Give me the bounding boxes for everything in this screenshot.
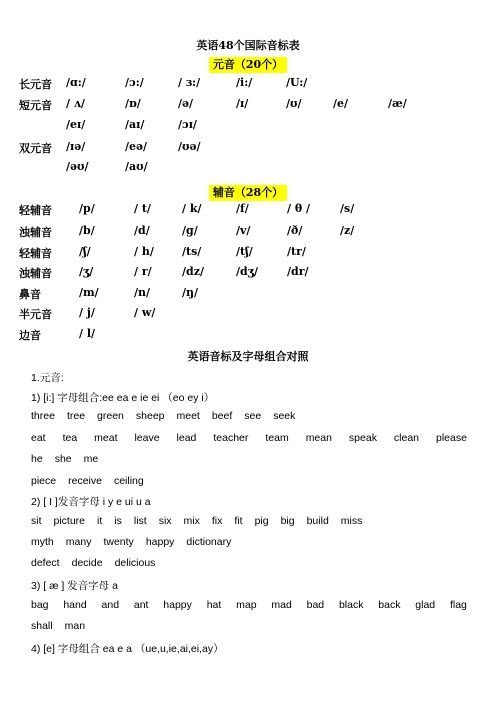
phonetic-symbol: /p/ — [79, 202, 95, 215]
example-word: miss — [340, 515, 363, 527]
example-word: team — [265, 432, 289, 444]
example-word: happy — [145, 536, 175, 548]
consonant-row-label: 浊辅音 — [19, 267, 52, 280]
example-word: six — [158, 515, 172, 527]
consonant-row-label: 轻辅音 — [19, 247, 52, 260]
phonetic-symbol: /ts/ — [182, 245, 202, 258]
phonetic-symbol: /ʃ/ — [79, 245, 91, 258]
consonant-row — [0, 306, 496, 322]
example-word: and — [101, 599, 120, 611]
example-word: she — [54, 453, 72, 465]
phonetic-symbol: /ə/ — [178, 97, 194, 110]
consonant-row-label: 浊辅音 — [19, 226, 52, 239]
vowel-row — [0, 118, 496, 134]
phonetic-symbol: / h/ — [134, 245, 154, 258]
example-word: black — [338, 599, 364, 611]
phonetic-symbol: /ɪə/ — [66, 140, 86, 153]
example-word: ant — [133, 599, 149, 611]
phonetic-symbol: /aɪ/ — [125, 118, 145, 131]
word-list — [31, 475, 467, 487]
consonant-row-label: 轻辅音 — [19, 204, 52, 217]
vowel-row — [0, 140, 496, 156]
vowel-row-label: 双元音 — [19, 142, 52, 155]
consonant-row — [0, 327, 496, 343]
example-word: green — [97, 410, 124, 422]
example-word: dictionary — [186, 536, 232, 548]
example-word: seek — [273, 410, 296, 422]
word-list — [31, 599, 467, 611]
example-word: please — [436, 432, 467, 444]
example-word: clean — [393, 432, 420, 444]
phonetic-symbol: /aʊ/ — [125, 160, 148, 173]
example-word: flag — [449, 599, 467, 611]
phonetic-symbol: / r/ — [134, 265, 152, 278]
phonetic-symbol: /ʊə/ — [178, 140, 201, 153]
example-word: he — [31, 453, 43, 465]
example-word: many — [65, 536, 92, 548]
phonetic-symbol: /i:/ — [236, 76, 253, 89]
phonetic-symbol: /ð/ — [287, 224, 303, 237]
example-word: ceiling — [113, 475, 144, 487]
phonetic-symbol: /U:/ — [286, 76, 308, 89]
item-heading: 3) [ æ ] 发音字母 a — [31, 580, 118, 592]
phonetic-symbol: /ŋ/ — [182, 286, 199, 299]
example-word: fit — [234, 515, 243, 527]
example-word: hand — [63, 599, 87, 611]
vowel-row-label: 短元音 — [19, 99, 52, 112]
example-word: hat — [206, 599, 222, 611]
example-word: receive — [68, 475, 102, 487]
example-word: bad — [306, 599, 325, 611]
example-word: mix — [183, 515, 200, 527]
doc-title: 英语48个国际音标表 — [196, 39, 300, 52]
phonetic-symbol: /v/ — [236, 224, 251, 237]
example-word: teacher — [213, 432, 249, 444]
word-list — [31, 536, 467, 548]
example-word: happy — [163, 599, 192, 611]
phonetic-symbol: /d/ — [134, 224, 150, 237]
word-list — [31, 557, 467, 569]
example-word: meat — [94, 432, 118, 444]
phonetic-symbol: /dz/ — [182, 265, 204, 278]
item-heading: 2) [ I ]发音字母 i y e ui u a — [31, 496, 151, 508]
word-list — [31, 515, 467, 527]
phonetic-symbol: /e/ — [333, 97, 349, 110]
example-word: pig — [254, 515, 269, 527]
vowel-row — [0, 160, 496, 176]
vowel-row-label: 长元音 — [19, 78, 52, 91]
phonetic-symbol: /ʒ/ — [79, 265, 94, 278]
vowel-row — [0, 76, 496, 92]
example-word: map — [236, 599, 257, 611]
example-word: list — [133, 515, 147, 527]
phonetic-symbol: /tʃ/ — [236, 245, 253, 258]
example-word: defect — [31, 557, 60, 569]
item-heading: 4) [e] 字母组合 ea e a （ue,u,ie,ai,ei,ay） — [31, 643, 224, 655]
example-word: me — [83, 453, 99, 465]
vowel-row — [0, 97, 496, 113]
consonant-row-label: 半元音 — [19, 308, 52, 321]
phonetic-symbol: /ɒ/ — [125, 97, 141, 110]
section-title: 英语音标及字母组合对照 — [187, 350, 309, 363]
phonetic-symbol: /n/ — [134, 286, 151, 299]
phonetic-symbol: / t/ — [134, 202, 151, 215]
phonetic-symbol: / θ / — [287, 202, 311, 215]
phonetic-symbol: /m/ — [79, 286, 99, 299]
example-word: leave — [134, 432, 160, 444]
word-list — [31, 432, 467, 444]
phonetic-symbol: / w/ — [134, 306, 156, 319]
phonetic-symbol: /æ/ — [388, 97, 407, 110]
consonant-row — [0, 286, 496, 302]
phonetic-symbol: / ʌ/ — [66, 97, 85, 110]
phonetic-symbol: / k/ — [182, 202, 202, 215]
phonetic-symbol: / l/ — [79, 327, 96, 340]
word-list — [31, 453, 467, 465]
example-word: decide — [71, 557, 103, 569]
phonetic-symbol: /g/ — [182, 224, 198, 237]
example-word: piece — [31, 475, 57, 487]
consonant-row-label: 边音 — [19, 329, 41, 342]
consonant-row — [0, 202, 496, 218]
example-word: big — [280, 515, 295, 527]
example-word: twenty — [103, 536, 134, 548]
example-word: build — [306, 515, 329, 527]
phonetic-symbol: /z/ — [340, 224, 355, 237]
example-word: back — [378, 599, 401, 611]
example-word: fix — [211, 515, 223, 527]
example-word: shall — [31, 620, 53, 632]
example-word: eat — [31, 432, 46, 444]
phonetic-symbol: /ʊ/ — [286, 97, 302, 110]
phonetic-symbol: / ɜ:/ — [178, 76, 201, 89]
example-word: myth — [31, 536, 54, 548]
phonetic-symbol: /eə/ — [125, 140, 148, 153]
consonants-heading-wrap — [0, 181, 496, 201]
example-word: tea — [62, 432, 78, 444]
example-word: three — [31, 410, 55, 422]
phonetic-symbol: /ɑ:/ — [66, 76, 86, 89]
example-word: lead — [176, 432, 197, 444]
item-heading: 1) [i:] 字母组合:ee ea e ie ei （eo ey i） — [31, 392, 215, 404]
example-word: sit — [31, 515, 42, 527]
consonant-row — [0, 265, 496, 281]
example-word: beef — [211, 410, 233, 422]
phonetic-symbol: /b/ — [79, 224, 95, 237]
consonant-row-label: 鼻音 — [19, 288, 41, 301]
example-word: see — [244, 410, 262, 422]
consonant-row — [0, 245, 496, 261]
example-word: tree — [66, 410, 86, 422]
phonetic-symbol: /dʒ/ — [236, 265, 258, 278]
vowels-heading-wrap — [0, 53, 496, 73]
phonetic-symbol: /f/ — [236, 202, 249, 215]
example-word: glad — [415, 599, 436, 611]
phonetic-symbol: / j/ — [79, 306, 95, 319]
section-intro: 1.元音: — [31, 372, 64, 384]
word-list — [31, 620, 467, 632]
phonetic-symbol: /dr/ — [287, 265, 309, 278]
consonants-heading: 辅音（28个） — [209, 185, 287, 201]
example-word: sheep — [135, 410, 165, 422]
example-word: bag — [31, 599, 49, 611]
phonetic-symbol: /əʊ/ — [66, 160, 89, 173]
example-word: mad — [271, 599, 292, 611]
phonetic-symbol: /tr/ — [287, 245, 306, 258]
example-word: meet — [176, 410, 200, 422]
example-word: picture — [53, 515, 86, 527]
consonant-row — [0, 224, 496, 240]
example-word: it — [97, 515, 103, 527]
phonetic-symbol: /ɔ:/ — [125, 76, 144, 89]
example-word: mean — [305, 432, 332, 444]
phonetic-symbol: /eɪ/ — [66, 118, 86, 131]
example-word: delicious — [114, 557, 156, 569]
word-list — [31, 410, 467, 422]
example-word: speak — [348, 432, 377, 444]
vowels-heading: 元音（20个） — [209, 57, 287, 73]
phonetic-symbol: /s/ — [340, 202, 355, 215]
phonetic-symbol: /ɪ/ — [236, 97, 249, 110]
example-word: is — [114, 515, 122, 527]
phonetic-symbol: /ɔɪ/ — [178, 118, 197, 131]
example-word: man — [64, 620, 86, 632]
